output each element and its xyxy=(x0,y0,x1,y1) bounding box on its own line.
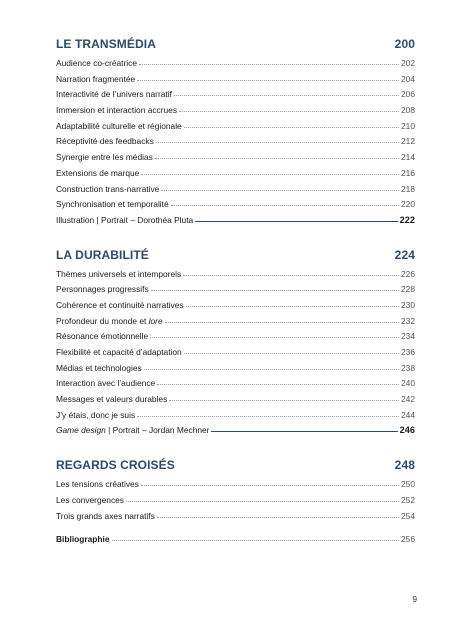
dot-leader xyxy=(184,127,399,128)
dot-leader xyxy=(112,540,400,541)
entry-label: Flexibilité et capacité d’adaptation xyxy=(56,347,182,357)
toc-entry-bibliography[interactable] xyxy=(56,532,415,548)
toc-entry[interactable] xyxy=(56,493,415,509)
entry-label: Messages et valeurs durables xyxy=(56,394,168,405)
entry-page: 240 xyxy=(401,378,415,389)
entry-label: Médias et technologies xyxy=(56,362,142,373)
entry-page: 236 xyxy=(401,347,415,357)
section-title: LE TRANSMÉDIA xyxy=(56,37,156,51)
entry-label-italic: lore xyxy=(148,315,163,326)
entry-page: 228 xyxy=(401,284,415,295)
entry-page: 254 xyxy=(401,510,415,521)
toc-entry[interactable] xyxy=(56,408,415,424)
dot-leader xyxy=(169,400,399,401)
dot-leader xyxy=(174,95,399,96)
dot-leader xyxy=(139,64,399,65)
dot-leader xyxy=(184,353,399,354)
section-page: 224 xyxy=(394,247,415,262)
entry-label-text: | Portrait – Jordan Mechner xyxy=(105,425,210,436)
toc-entry[interactable] xyxy=(56,56,415,72)
entry-label: Audience co-créatrice xyxy=(56,58,137,68)
entry-label: J’y étais, donc je suis xyxy=(56,409,136,420)
toc-entry[interactable] xyxy=(56,345,415,361)
section-title: LA DURABILITÉ xyxy=(56,247,149,262)
toc-entry[interactable] xyxy=(56,509,415,525)
section-heading[interactable] xyxy=(56,248,415,262)
toc-entry[interactable] xyxy=(56,392,415,408)
entry-page: 204 xyxy=(401,73,415,84)
entry-page: 252 xyxy=(401,494,415,505)
entry-label: Thèmes universels et intemporels xyxy=(56,268,182,279)
entry-page: 216 xyxy=(401,167,415,178)
toc-entry[interactable] xyxy=(56,134,415,150)
entry-page: 212 xyxy=(401,136,415,147)
leader-line xyxy=(195,221,397,222)
entry-label xyxy=(56,423,209,439)
dot-leader xyxy=(137,416,399,417)
entry-label: Cohérence et continuité narratives xyxy=(56,299,184,310)
entry-page: 220 xyxy=(401,199,415,210)
dot-leader xyxy=(141,485,399,486)
entry-page: 210 xyxy=(401,120,415,131)
toc-entry[interactable] xyxy=(56,376,415,392)
toc-entry[interactable] xyxy=(56,150,415,166)
entry-label: Interaction avec l’audience xyxy=(56,378,156,389)
entry-page: 218 xyxy=(401,183,415,194)
toc-entry[interactable] xyxy=(56,182,415,198)
section-durabilite xyxy=(56,248,415,440)
toc-entry[interactable] xyxy=(56,197,415,213)
entry-label xyxy=(56,314,163,330)
dot-leader xyxy=(171,205,399,206)
toc-entry[interactable] xyxy=(56,103,415,119)
entry-label: Synchronisation et temporalité xyxy=(56,199,169,210)
entry-page: 246 xyxy=(399,425,415,436)
dot-leader xyxy=(155,158,399,159)
entry-label: Les convergences xyxy=(56,494,124,505)
dot-leader xyxy=(151,290,399,291)
entry-page: 256 xyxy=(401,534,415,545)
toc-entry-portrait[interactable] xyxy=(56,213,415,229)
leader-line xyxy=(211,431,397,432)
toc-entry[interactable] xyxy=(56,166,415,182)
entry-label: Adaptabilité culturelle et régionale xyxy=(56,120,182,131)
toc-entry[interactable] xyxy=(56,119,415,135)
dot-leader xyxy=(183,275,399,276)
entry-label: Réceptivité des feedbacks xyxy=(56,136,154,147)
toc-entry[interactable] xyxy=(56,329,415,345)
table-of-contents xyxy=(56,37,415,548)
entry-label-italic: Game design xyxy=(56,425,106,436)
section-regards-croises xyxy=(56,458,415,548)
toc-entry[interactable] xyxy=(56,267,415,283)
entry-page: 226 xyxy=(401,268,415,279)
entry-label-text: Profondeur du monde et xyxy=(56,315,149,326)
dot-leader xyxy=(156,142,399,143)
dot-leader xyxy=(186,306,399,307)
entry-page: 234 xyxy=(401,331,415,342)
entry-label: Illustration | Portrait – Dorothéa Pluta xyxy=(56,214,194,225)
page-number: 9 xyxy=(412,594,417,604)
toc-entry[interactable] xyxy=(56,314,415,330)
entry-label: Construction trans-narrative xyxy=(56,183,160,194)
toc-entry[interactable] xyxy=(56,282,415,298)
entry-label: Immersion et interaction accrues xyxy=(56,105,178,116)
entry-page: 202 xyxy=(401,58,415,68)
toc-entry[interactable] xyxy=(56,87,415,103)
toc-entry[interactable] xyxy=(56,477,415,493)
dot-leader xyxy=(150,337,399,338)
entry-label: Narration fragmentée xyxy=(56,73,136,84)
dot-leader xyxy=(144,369,399,370)
entry-label: Synergie entre les médias xyxy=(56,152,153,163)
entry-page: 232 xyxy=(401,315,415,326)
section-heading[interactable] xyxy=(56,37,415,51)
dot-leader xyxy=(126,501,399,502)
entry-label: Trois grands axes narratifs xyxy=(56,510,155,521)
toc-entry-portrait[interactable] xyxy=(56,423,415,439)
entry-label: Les tensions créatives xyxy=(56,479,139,490)
toc-entry[interactable] xyxy=(56,361,415,377)
entry-label: Bibliographie xyxy=(56,534,110,545)
entry-page: 238 xyxy=(401,362,415,373)
dot-leader xyxy=(165,322,399,323)
entry-label: Extensions de marque xyxy=(56,167,140,178)
entry-page: 230 xyxy=(401,299,415,310)
section-transmedia xyxy=(56,37,415,229)
section-heading[interactable] xyxy=(56,458,415,472)
entry-page: 242 xyxy=(401,394,415,405)
entry-page: 214 xyxy=(401,152,415,163)
section-title: REGARDS CROISÉS xyxy=(56,458,175,473)
dot-leader xyxy=(179,111,399,112)
section-page: 248 xyxy=(394,458,415,473)
dot-leader xyxy=(141,174,399,175)
entry-page: 222 xyxy=(399,214,415,225)
dot-leader xyxy=(157,384,399,385)
entry-label: Résonance émotionnelle xyxy=(56,331,149,342)
toc-entry[interactable] xyxy=(56,298,415,314)
toc-entry[interactable] xyxy=(56,72,415,88)
dot-leader xyxy=(161,190,399,191)
entry-label: Personnages progressifs xyxy=(56,284,149,295)
entry-page: 206 xyxy=(401,89,415,100)
entry-label: Interactivité de l’univers narratif xyxy=(56,89,172,100)
dot-leader xyxy=(137,80,399,81)
entry-page: 250 xyxy=(401,479,415,490)
entry-page: 244 xyxy=(401,409,415,420)
dot-leader xyxy=(157,517,399,518)
entry-page: 208 xyxy=(401,105,415,116)
section-page: 200 xyxy=(394,37,415,51)
